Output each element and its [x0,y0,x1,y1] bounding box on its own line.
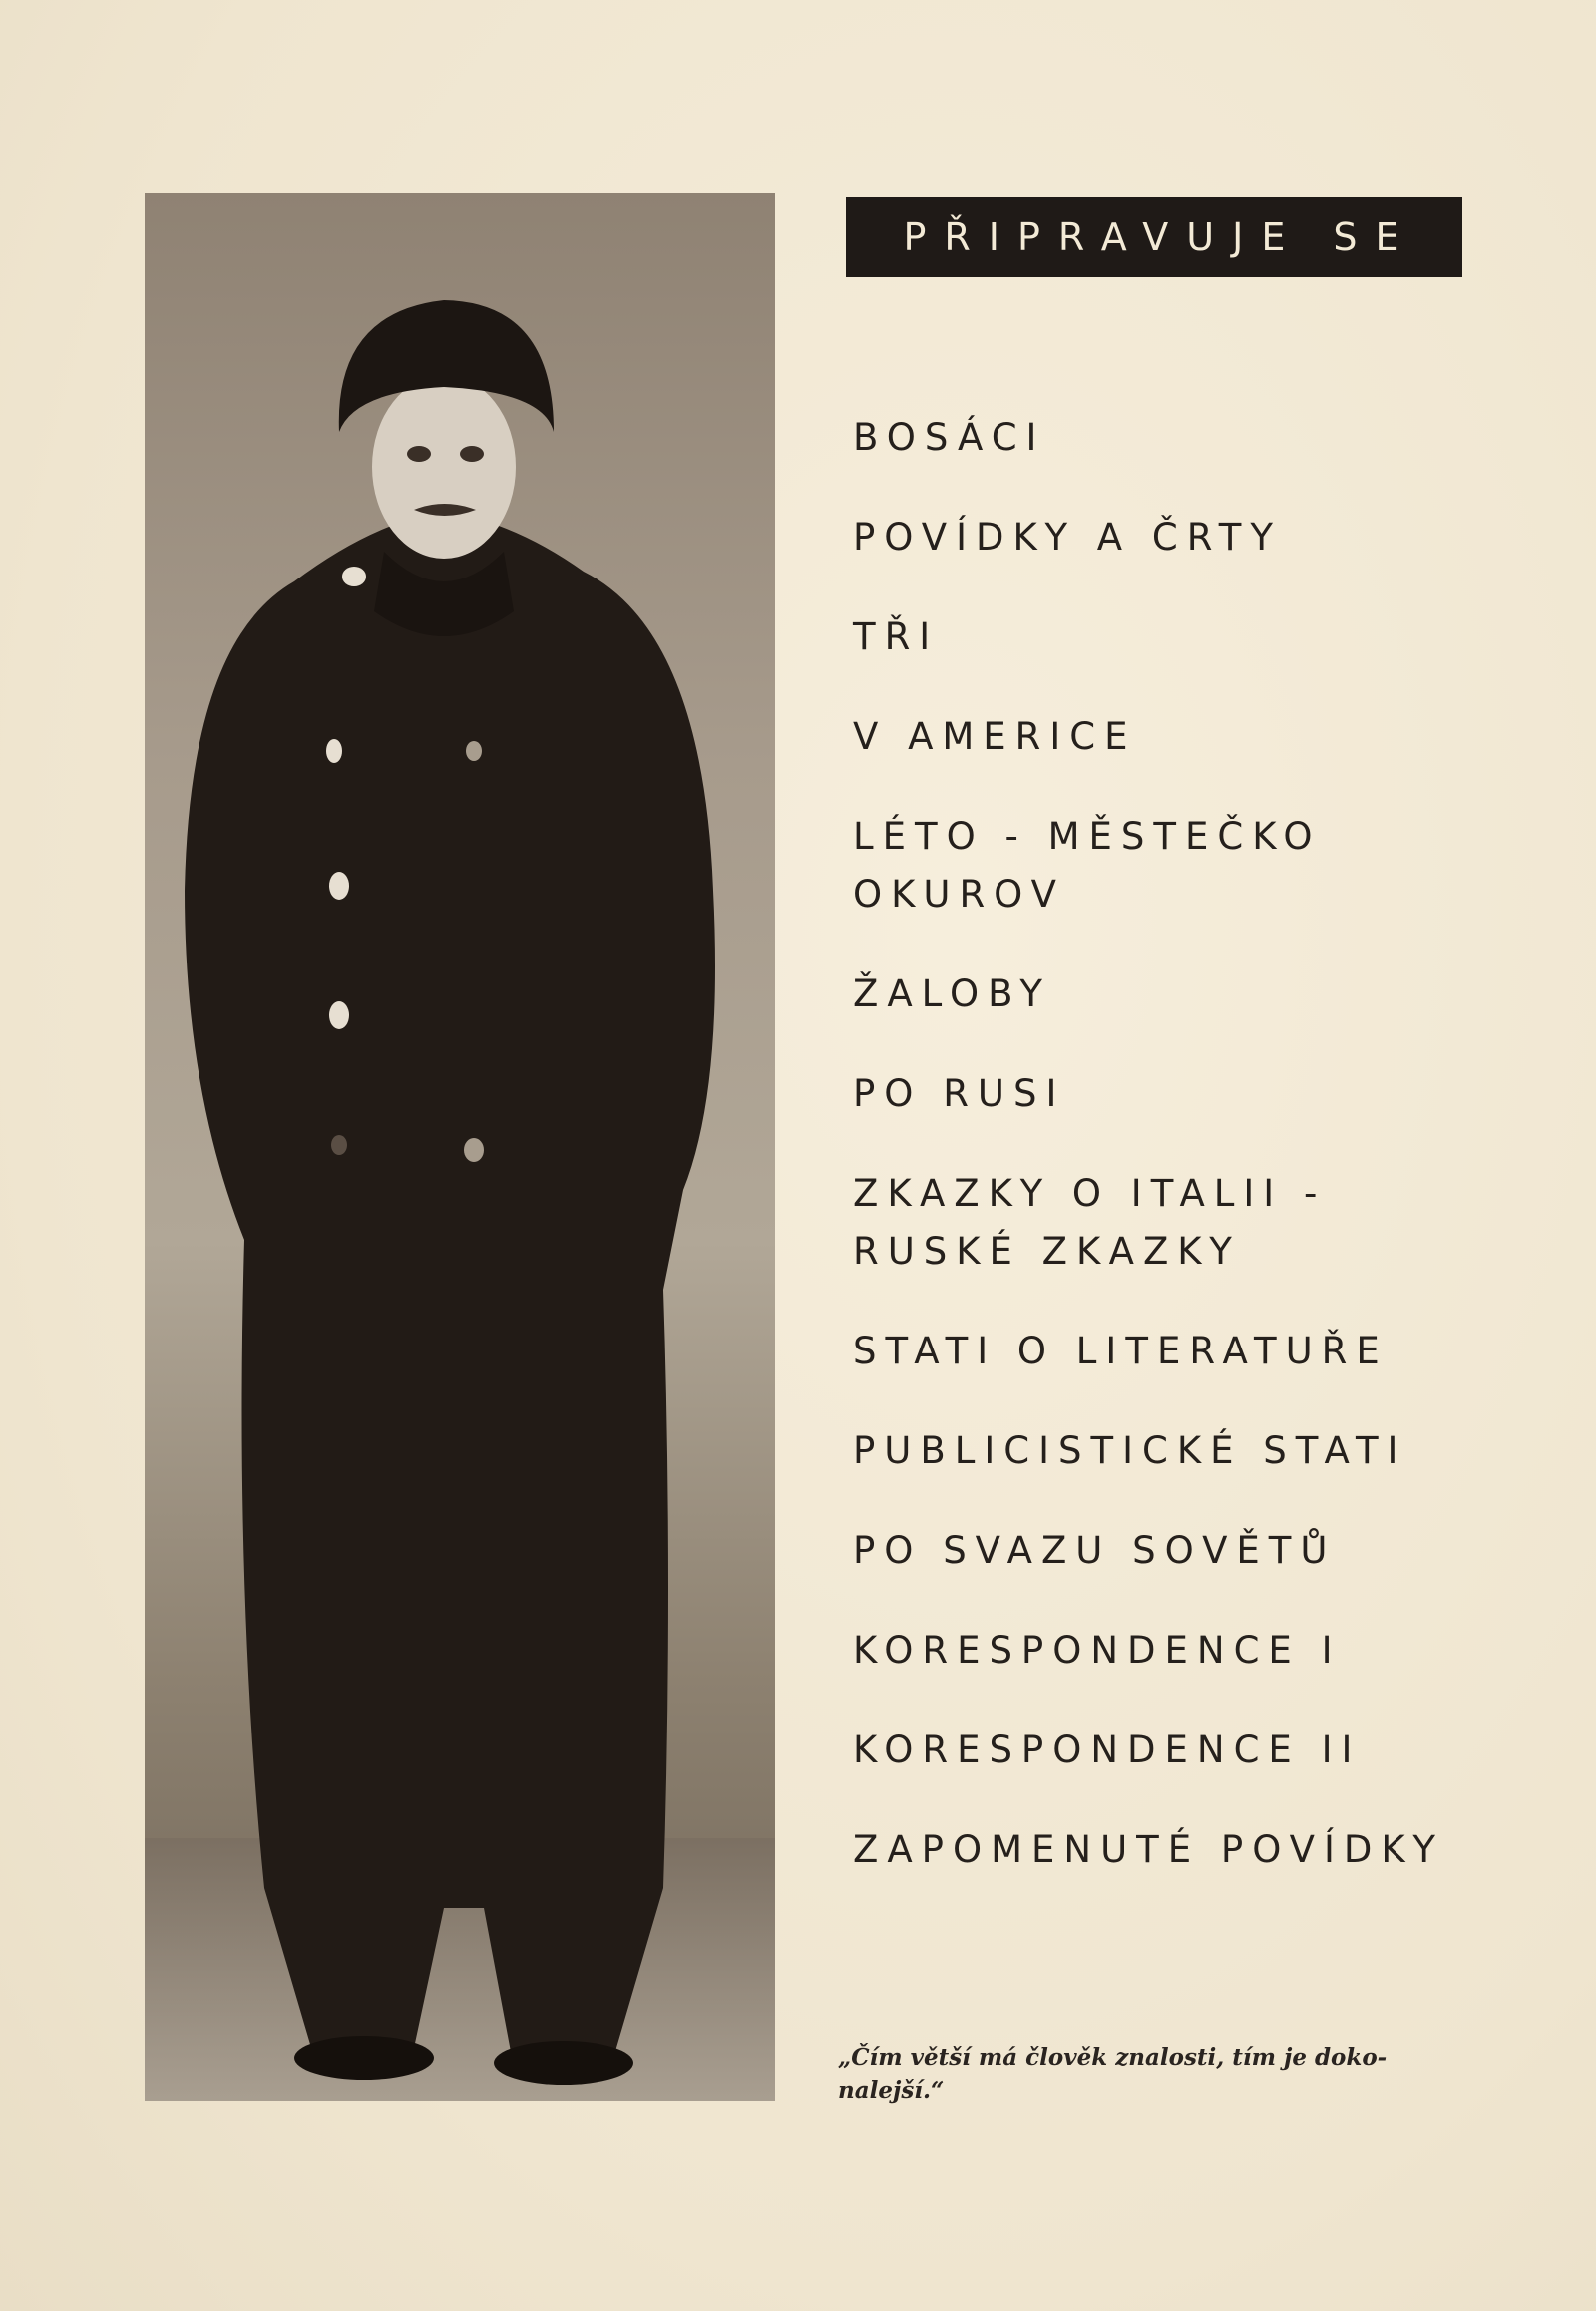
portrait-figure [145,193,775,2101]
title-list [853,409,1551,1921]
portrait-photo [145,193,775,2101]
title-item: STATI O LITERATUŘE [853,1330,1389,1372]
title-item: LÉTO - MĚSTEČKO OKUROV [853,815,1322,916]
title-item: PO RUSI [853,1072,1066,1115]
title-item: POVÍDKY A ČRTY [853,516,1282,559]
title-item: V AMERICE [853,715,1137,758]
quote [838,2041,1476,2107]
title-item: KORESPONDENCE I [853,1629,1342,1672]
quote-line: nalejší.“ [838,2077,945,2104]
title-item: ŽALOBY [853,972,1052,1015]
quote-line: „Čím větší má člověk znalosti, tím je doko- [838,2044,1388,2071]
title-item: PO SVAZU SOVĚTŮ [853,1529,1337,1572]
title-item: BOSÁCI [853,416,1046,459]
title-item: TŘI [853,615,940,658]
header-label: PŘIPRAVUJE SE [846,197,1462,277]
title-item: ZAPOMENUTÉ POVÍDKY [853,1828,1444,1871]
title-item: ZKAZKY O ITALII - RUSKÉ ZKAZKY [853,1172,1327,1273]
title-item: KORESPONDENCE II [853,1729,1362,1771]
title-item: PUBLICISTICKÉ STATI [853,1429,1407,1472]
